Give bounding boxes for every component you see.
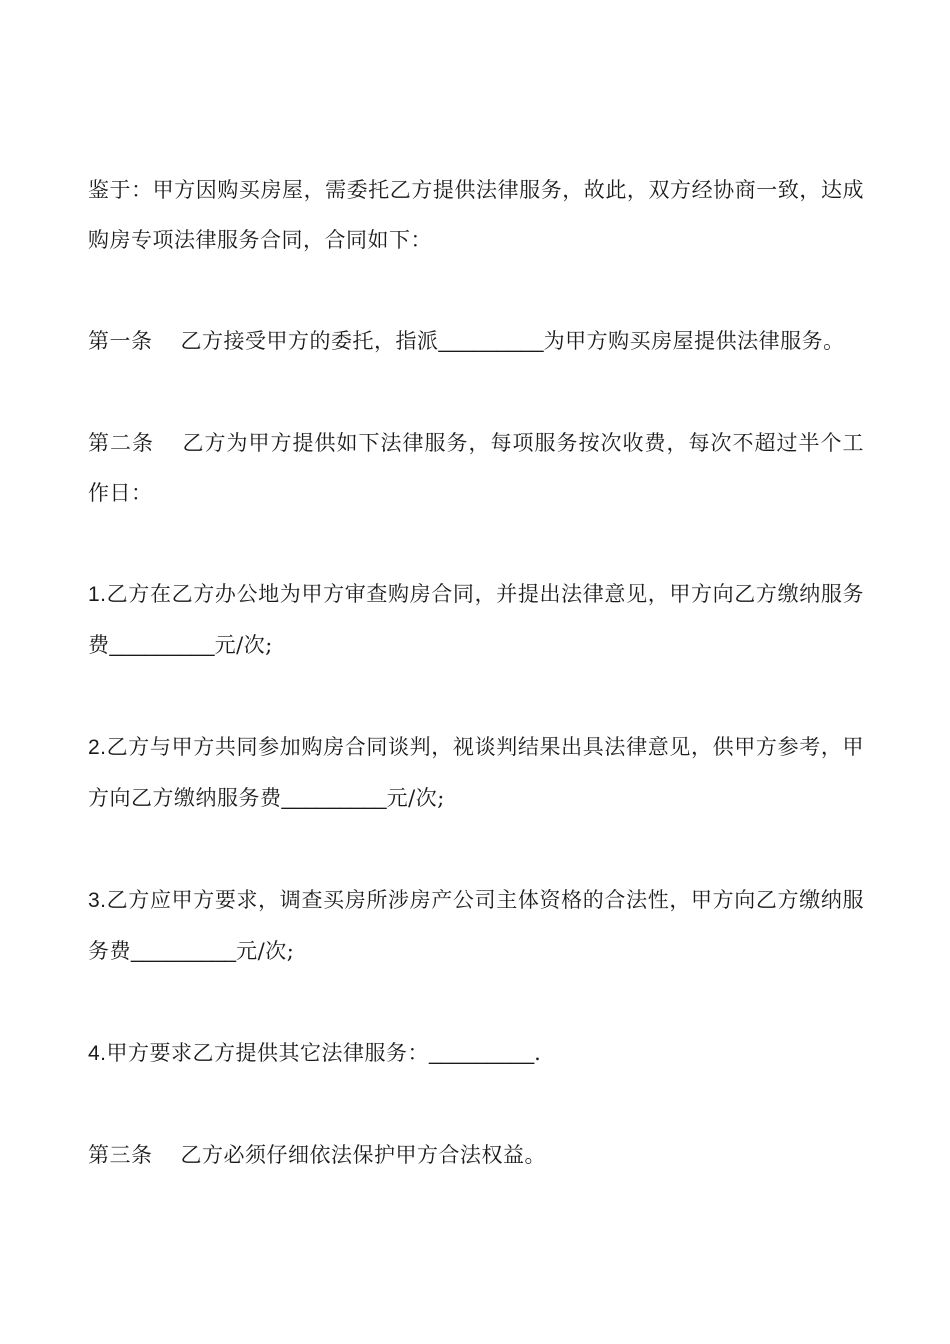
preamble-paragraph [88,165,864,265]
fee-unit: 元/次; [214,633,273,657]
article-1-text-after: 为甲方购买房屋提供法律服务。 [543,329,845,353]
service-item-end: . [534,1041,542,1065]
article-1-text-before: 乙方接受甲方的委托，指派 [180,329,439,353]
contract-page [88,165,864,1180]
service-item-1 [88,569,864,671]
fee-unit: 元/次; [236,939,295,963]
article-2-paragraph [88,418,864,518]
service-item-text: 乙方应甲方要求，调查买房所涉房产公司主体资格的合法性，甲方向乙方缴纳服务费 [88,888,864,963]
service-item-4 [88,1028,864,1079]
article-1-label: 第一条 [88,329,153,353]
service-item-number: 3. [88,889,107,912]
service-item-number: 4. [88,1042,107,1065]
article-3-paragraph [88,1130,864,1180]
article-3-label: 第三条 [88,1143,153,1167]
fee-unit: 元/次; [386,786,445,810]
article-3-text: 乙方必须仔细依法保护甲方合法权益。 [180,1143,546,1167]
service-item-text: 乙方在乙方办公地为甲方审查购房合同，并提出法律意见，甲方向乙方缴纳服务费 [88,582,864,657]
service-item-text: 甲方要求乙方提供其它法律服务： [106,1041,430,1065]
article-2-text: 乙方为甲方提供如下法律服务，每项服务按次收费，每次不超过半个工作日： [88,431,864,505]
fee-blank: _________ [109,634,215,657]
service-item-number: 1. [88,583,107,606]
fee-blank: _________ [131,940,237,963]
service-item-number: 2. [88,736,107,759]
lawyer-name-blank: _________ [438,330,544,353]
fee-blank: _________ [281,787,387,810]
article-1-paragraph [88,316,864,367]
service-item-2 [88,722,864,824]
preamble-text: 鉴于：甲方因购买房屋，需委托乙方提供法律服务，故此，双方经协商一致，达成购房专项法律服务合同，合同如下： [88,178,864,252]
service-item-3 [88,875,864,977]
other-service-blank: _________ [429,1042,535,1065]
service-item-text: 乙方与甲方共同参加购房合同谈判，视谈判结果出具法律意见，供甲方参考，甲方向乙方缴纳服务费 [88,735,864,810]
article-2-label: 第二条 [88,431,154,455]
